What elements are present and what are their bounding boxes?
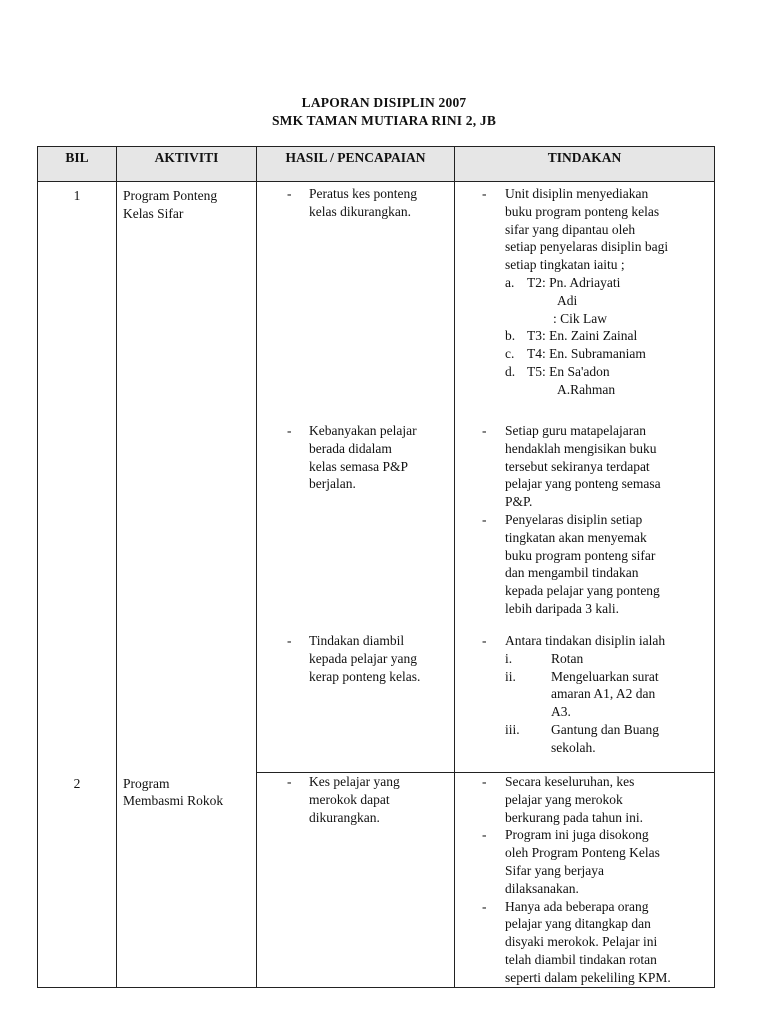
list-item: : Cik Law	[553, 310, 607, 326]
list-item: a. T2: Pn. Adriayati Adi	[505, 274, 621, 308]
row1-aktiviti: Program Ponteng Kelas Sifar	[117, 185, 257, 773]
list-item: c. T4: En. Subramaniam	[505, 346, 646, 362]
header-bil: BIL	[38, 147, 117, 182]
header-hasil: HASIL / PENCAPAIAN	[257, 147, 455, 182]
school-name: SMK TAMAN MUTIARA RINI 2, JB	[271, 113, 497, 128]
row2-tindakan: - Secara keseluruhan, kes pelajar yang merokok berkurang pada tahun ini. - Program ini juga disokong oleh Program Ponteng Kelas Sifar yang berjaya dilaksanakan. - Hanya ada beberapa orang pelajar yang ditangkap dan disyaki merokok. Pelajar ini telah diambil tindakan rotan seperti dalam pekeliling KPM.	[455, 773, 715, 988]
discipline-report-table	[37, 146, 715, 988]
header-aktiviti: AKTIVITI	[117, 147, 257, 182]
list-item: ii. Mengeluarkan surat amaran A1, A2 dan A3.	[505, 668, 659, 720]
table-header-row	[38, 147, 715, 182]
row1-bil: 1	[38, 185, 117, 773]
list-item: b. T3: En. Zaini Zainal	[505, 328, 638, 344]
list-item: d. T5: En Sa'adon A.Rahman	[505, 363, 616, 397]
list-item: iii. Gantung dan Buang sekolah.	[505, 721, 659, 755]
header-tindakan: TINDAKAN	[455, 147, 715, 182]
table-row	[38, 185, 715, 422]
row1-hasil-2: - Kebanyakan pelajar berada didalam kelas semasa P&P berjalan.	[257, 422, 455, 632]
row1-tindakan-1: - Unit disiplin menyediakan buku program ponteng kelas sifar yang dipantau oleh setiap penyelaras disiplin bagi setiap tingkatan iaitu ; a. T2: Pn. Adriayati Adi : Cik Law b. T3: En. Zaini Zainal c. T4: En. Subramaniam d. T5: En Sa'adon A.Rahman	[455, 185, 715, 422]
row1-hasil-1: - Peratus kes ponteng kelas dikurangkan.	[257, 185, 455, 422]
row1-hasil-3: - Tindakan diambil kepada pelajar yang kerap ponteng kelas.	[257, 632, 455, 773]
row1-tindakan-3: - Antara tindakan disiplin ialah i. Rotan ii. Mengeluarkan surat amaran A1, A2 dan A3. iii. Gantung dan Buang sekolah.	[455, 632, 715, 773]
list-item: i. Rotan	[505, 650, 584, 666]
report-title: LAPORAN DISIPLIN 2007	[301, 95, 467, 110]
row2-bil: 2	[38, 773, 117, 988]
table-row	[38, 773, 715, 988]
row2-hasil: - Kes pelajar yang merokok dapat dikurangkan.	[257, 773, 455, 988]
row1-tindakan-2: - Setiap guru matapelajaran hendaklah mengisikan buku tersebut sekiranya terdapat pelajar yang ponteng semasa P&P. - Penyelaras disiplin setiap tingkatan akan menyemak buku program ponteng sifar dan mengambil tindakan kepada pelajar yang ponteng lebih daripada 3 kali.	[455, 422, 715, 632]
row2-aktiviti: Program Membasmi Rokok	[117, 773, 257, 988]
